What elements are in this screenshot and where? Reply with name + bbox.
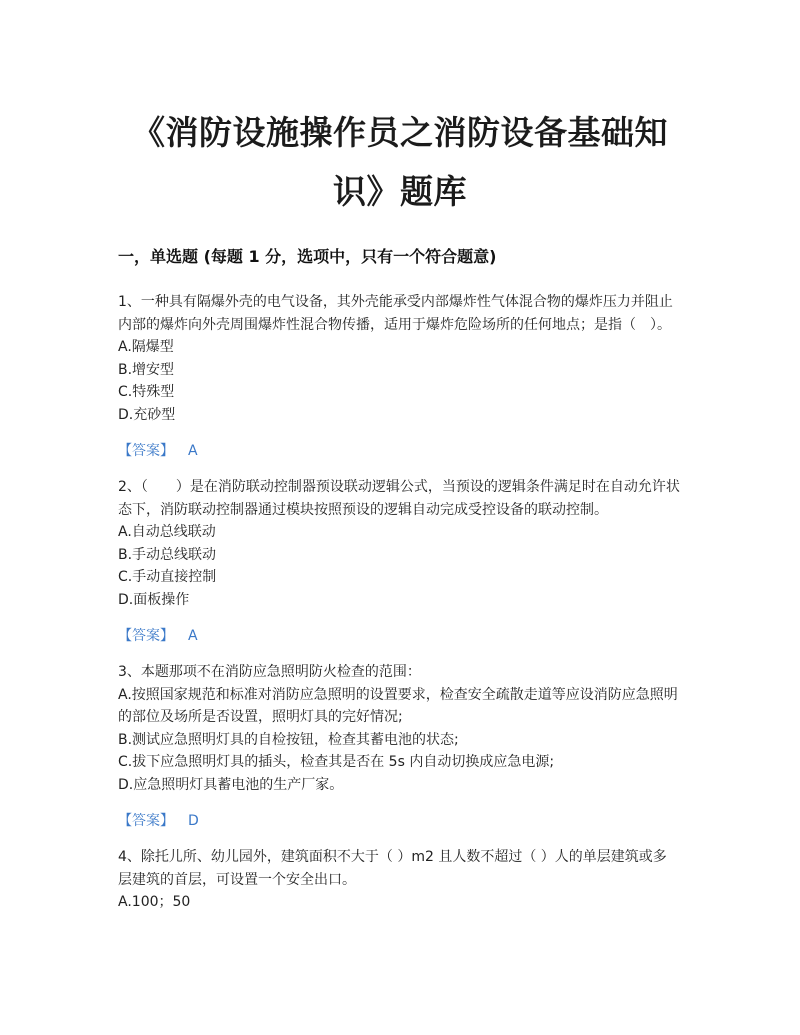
answer-value: A bbox=[188, 443, 198, 459]
question-list bbox=[118, 291, 680, 914]
question-3 bbox=[118, 661, 680, 832]
answer-tag: 【答案】 bbox=[118, 443, 174, 459]
option-d: D.应急照明灯具蓄电池的生产厂家。 bbox=[118, 776, 344, 793]
answer-line bbox=[118, 625, 680, 647]
option-c: C.拔下应急照明灯具的插头，检查其是否在 5s 内自动切换成应急电源; bbox=[118, 754, 555, 770]
option-a: A.按照国家规范和标准对消防应急照明的设置要求，检查安全疏散走道等应设消防应急照明的部位及场所是否设置，照明灯具的完好情况; bbox=[118, 686, 678, 725]
answer-tag: 【答案】 bbox=[118, 813, 174, 829]
question-1 bbox=[118, 291, 680, 462]
option-b: B.手动总线联动 bbox=[118, 546, 217, 563]
option-d: D.充砂型 bbox=[118, 406, 176, 423]
answer-line bbox=[118, 810, 680, 832]
option-c: C.手动直接控制 bbox=[118, 569, 217, 585]
question-stem: 3、本题那项不在消防应急照明防火检查的范围： bbox=[118, 664, 421, 680]
answer-tag: 【答案】 bbox=[118, 628, 174, 644]
answer-value: D bbox=[188, 813, 199, 829]
option-c: C.特殊型 bbox=[118, 384, 175, 400]
question-2 bbox=[118, 476, 680, 647]
option-b: B.测试应急照明灯具的自检按钮，检查其蓄电池的状态; bbox=[118, 731, 459, 748]
title-line-1: 《消防设施操作员之消防设备基础知 bbox=[132, 113, 668, 152]
question-4 bbox=[118, 846, 680, 914]
section-heading: 一，单选题 (每题 1 分，选项中，只有一个符合题意) bbox=[118, 247, 497, 266]
answer-value: A bbox=[188, 628, 198, 644]
question-stem: 1、一种具有隔爆外壳的电气设备，其外壳能承受内部爆炸性气体混合物的爆炸压力并阻止内部的爆炸向外壳周围爆炸性混合物传播，适用于爆炸危险场所的任何地点；是指（ ）。 bbox=[118, 294, 673, 333]
title-line-2: 识》题库 bbox=[333, 172, 467, 211]
option-d: D.面板操作 bbox=[118, 591, 190, 608]
option-b: B.增安型 bbox=[118, 361, 175, 378]
question-stem: 4、除托儿所、幼儿园外，建筑面积不大于（ ）m2 且人数不超过（ ）人的单层建筑或多层建筑的首层，可设置一个安全出口。 bbox=[118, 849, 667, 888]
option-a: A.隔爆型 bbox=[118, 339, 174, 355]
answer-line bbox=[118, 440, 680, 462]
option-a: A.自动总线联动 bbox=[118, 524, 216, 540]
document-title bbox=[100, 103, 700, 221]
option-a: A.100；50 bbox=[118, 894, 191, 910]
question-stem: 2、（ ）是在消防联动控制器预设联动逻辑公式，当预设的逻辑条件满足时在自动允许状态下，消防联动控制器通过模块按照预设的逻辑自动完成受控设备的联动控制。 bbox=[118, 479, 680, 518]
